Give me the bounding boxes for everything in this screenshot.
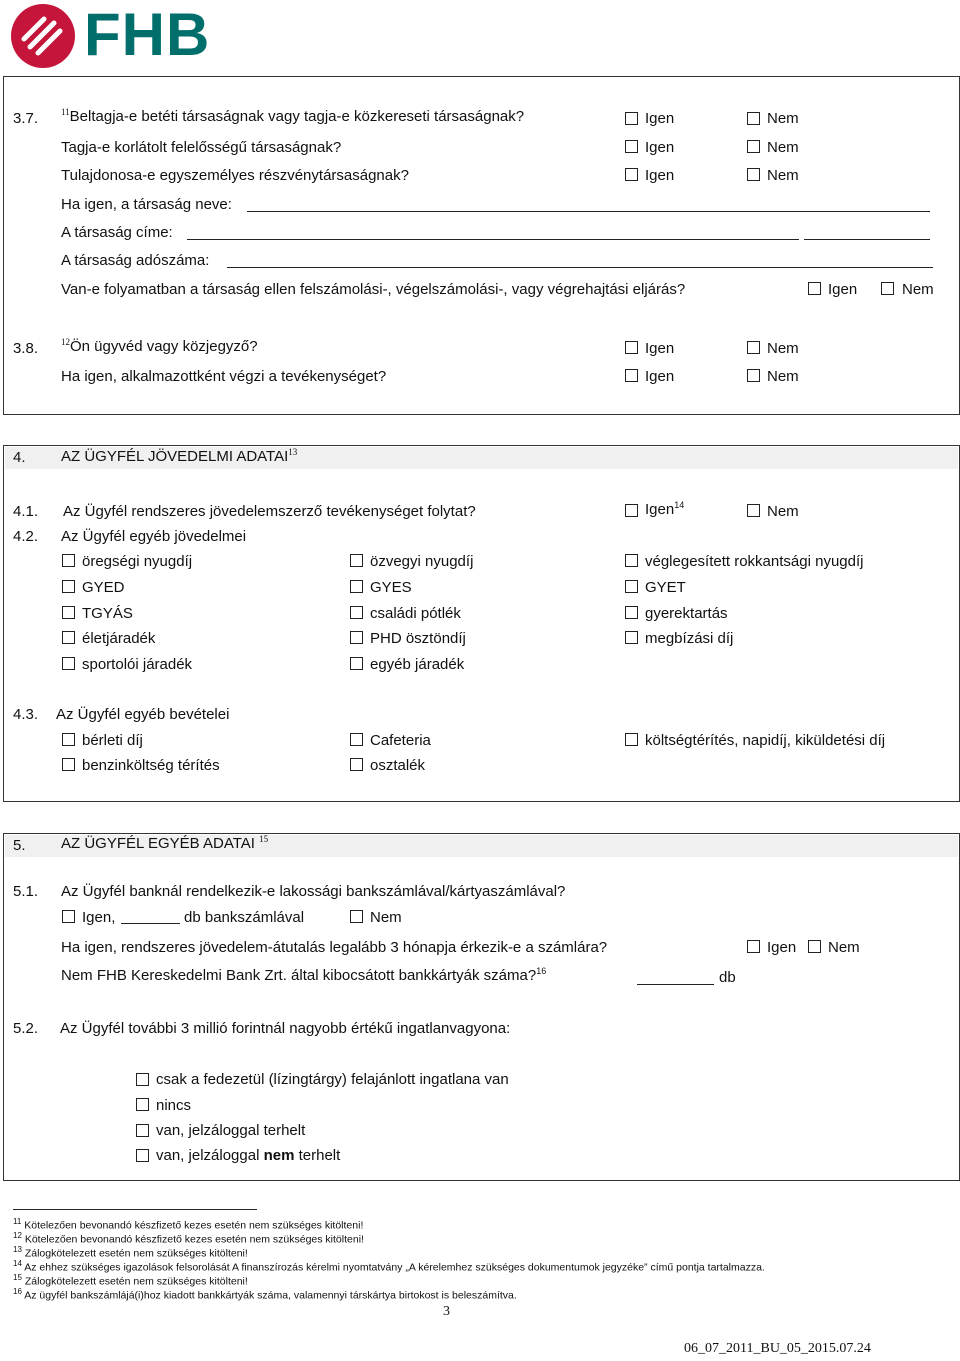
logo-text: FHB <box>84 1 211 68</box>
q37-1 <box>61 107 524 125</box>
footnote-number: 13 <box>13 1245 22 1254</box>
income-checkbox[interactable] <box>62 631 75 644</box>
document-code: 06_07_2011_BU_05_2015.07.24 <box>684 1341 871 1356</box>
q41-text: Az Ügyfél rendszeres jövedelemszerző tevékenységet folytat? <box>63 503 476 520</box>
footnote-text: Az ehhez szükséges igazolások felsorolását A finanszírozás kérelmi nyomtatvány „A kérelemhez szükséges dokumentumok jegyzéke” című pontja tartalmazza. <box>24 1261 765 1274</box>
footnote-ref-14: 14 <box>674 500 685 510</box>
income-checkbox[interactable] <box>350 554 363 567</box>
footnote <box>13 1273 248 1288</box>
page-number: 3 <box>443 1304 450 1319</box>
footnote-ref-13: 13 <box>288 447 298 457</box>
q51-yes-checkbox[interactable] <box>62 910 75 923</box>
q38-1 <box>61 337 258 355</box>
property-option-label <box>156 1147 340 1164</box>
footnote-separator <box>13 1209 257 1210</box>
income-label: családi pótlék <box>370 605 461 622</box>
property-option-label: nincs <box>156 1097 192 1114</box>
s5-number: 5. <box>13 837 26 854</box>
income-checkbox[interactable] <box>62 606 75 619</box>
income-label: megbízási díj <box>645 630 734 647</box>
revenue-checkbox[interactable] <box>350 733 363 746</box>
s4-title-text: AZ ÜGYFÉL JÖVEDELMI ADATAI <box>61 448 289 465</box>
q41-yes-checkbox[interactable] <box>625 504 638 517</box>
q38-1-yes-checkbox[interactable] <box>625 341 638 354</box>
no-label: Nem <box>767 503 799 520</box>
q37-2-no-checkbox[interactable] <box>747 140 760 153</box>
q52-number: 5.2. <box>13 1020 39 1037</box>
q41-no-checkbox[interactable] <box>747 504 760 517</box>
footnote-ref-16: 16 <box>536 966 547 976</box>
footnote <box>13 1217 363 1232</box>
q43-number: 4.3. <box>13 706 39 723</box>
q52-text: Az Ügyfél további 3 millió forintnál nagyobb értékű ingatlanvagyona: <box>60 1020 511 1037</box>
q51b-text: Ha igen, rendszeres jövedelem-átutalás legalább 3 hónapja érkezik-e a számlára? <box>61 939 608 956</box>
s5-title-text: AZ ÜGYFÉL EGYÉB ADATAI <box>61 835 255 852</box>
q42-text: Az Ügyfél egyéb jövedelmei <box>61 528 247 545</box>
income-label: GYES <box>370 579 412 596</box>
revenue-checkbox[interactable] <box>62 758 75 771</box>
q37-4: Van-e folyamatban a társaság ellen felszámolási-, végelszámolási-, vagy végrehajtási eljárás? <box>61 281 686 298</box>
income-label: GYED <box>82 579 125 596</box>
income-checkbox[interactable] <box>625 606 638 619</box>
company-name-label: Ha igen, a társaság neve: <box>61 196 232 213</box>
q51c-text: Nem FHB Kereskedelmi Bank Zrt. által kibocsátott bankkártyák száma? <box>61 967 537 984</box>
income-label: öregségi nyugdíj <box>82 553 193 570</box>
property-option-checkbox[interactable] <box>136 1149 149 1162</box>
footnote-ref-11: 11 <box>61 107 70 117</box>
q37-4-yes-checkbox[interactable] <box>808 282 821 295</box>
property-option-checkbox[interactable] <box>136 1073 149 1086</box>
footnote-number: 11 <box>13 1217 22 1226</box>
q42-number: 4.2. <box>13 528 39 545</box>
q51c <box>61 966 546 984</box>
income-label: PHD ösztöndíj <box>370 630 466 647</box>
logo-mark-icon <box>10 3 78 69</box>
footnote-text: Zálogkötelezett esetén nem szükséges kitölteni! <box>24 1247 248 1260</box>
q41-number: 4.1. <box>13 503 39 520</box>
yes-label: Igen <box>828 281 858 298</box>
footnote-number: 14 <box>13 1259 22 1268</box>
yes-label: Igen <box>645 110 675 127</box>
footnote-text: Az ügyfél bankszámlájá(i)hoz kiadott bankkártyák száma, valamennyi társkártya birtokost is beleszámítva. <box>24 1289 517 1302</box>
property-option-label: csak a fedezetül (lízingtárgy) felajánlott ingatlana van <box>156 1071 509 1088</box>
revenue-label: bérleti díj <box>82 732 143 749</box>
footnote-number: 15 <box>13 1273 22 1282</box>
card-count-unit: db <box>719 969 736 986</box>
income-checkbox[interactable] <box>625 580 638 593</box>
footnote-text: Kötelezően bevonandó készfizető kezes esetén nem szükséges kitölteni! <box>24 1233 364 1246</box>
q51-number: 5.1. <box>13 883 39 900</box>
property-option-checkbox[interactable] <box>136 1098 149 1111</box>
revenue-checkbox[interactable] <box>62 733 75 746</box>
no-label: Nem <box>828 939 860 956</box>
company-name-field[interactable] <box>247 211 930 212</box>
footnote <box>13 1231 364 1246</box>
income-checkbox[interactable] <box>350 657 363 670</box>
q51b-no-checkbox[interactable] <box>808 940 821 953</box>
revenue-checkbox[interactable] <box>625 733 638 746</box>
income-checkbox[interactable] <box>62 657 75 670</box>
q37-1-yes-checkbox[interactable] <box>625 112 638 125</box>
income-checkbox[interactable] <box>350 606 363 619</box>
account-count-field[interactable] <box>121 923 180 924</box>
company-address-field[interactable] <box>187 239 799 240</box>
property-option-checkbox[interactable] <box>136 1124 149 1137</box>
footnote-text: Zálogkötelezett esetén nem szükséges kitölteni! <box>24 1275 248 1288</box>
opt4-part-b: nem <box>263 1147 295 1164</box>
q38-number: 3.8. <box>13 340 39 357</box>
income-label: egyéb járadék <box>370 656 465 673</box>
s4-number: 4. <box>13 449 26 466</box>
company-tax-field[interactable] <box>227 267 933 268</box>
footnote <box>13 1245 248 1260</box>
yes-label: Igen <box>767 939 797 956</box>
q51-text: Az Ügyfél banknál rendelkezik-e lakossági bankszámlával/kártyaszámlával? <box>61 883 566 900</box>
q37-number: 3.7. <box>13 110 39 127</box>
section-3-box <box>3 76 960 415</box>
income-label: életjáradék <box>82 630 156 647</box>
footnote-text: Kötelezően bevonandó készfizető kezes esetén nem szükséges kitölteni! <box>24 1219 364 1232</box>
q37-4-no-checkbox[interactable] <box>881 282 894 295</box>
income-label: sportolói járadék <box>82 656 193 673</box>
no-label: Nem <box>767 139 799 156</box>
no-label: Nem <box>767 340 799 357</box>
opt4-part-a: van, jelzáloggal <box>156 1147 260 1164</box>
revenue-label: Cafeteria <box>370 732 431 749</box>
footnote-ref-12: 12 <box>61 337 70 347</box>
q51-yes-label: Igen, <box>82 909 116 926</box>
q37-2-yes-checkbox[interactable] <box>625 140 638 153</box>
q37-3-no-checkbox[interactable] <box>747 168 760 181</box>
income-label: gyerektartás <box>645 605 728 622</box>
no-label: Nem <box>370 909 402 926</box>
q41-yes <box>645 500 684 518</box>
q51-no-checkbox[interactable] <box>350 910 363 923</box>
q37-1-text: Beltagja-e betéti társaságnak vagy tagja-e közkereseti társaságnak? <box>69 108 525 125</box>
footnote-number: 16 <box>13 1287 22 1296</box>
yes-label: Igen <box>645 139 675 156</box>
opt4-part-c: terhelt <box>298 1147 341 1164</box>
q37-1-no-checkbox[interactable] <box>747 112 760 125</box>
footnote-number: 12 <box>13 1231 22 1240</box>
income-label: véglegesített rokkantsági nyugdíj <box>645 553 864 570</box>
footnote <box>13 1259 765 1274</box>
company-tax-label: A társaság adószáma: <box>61 252 210 269</box>
no-label: Nem <box>767 167 799 184</box>
footnote-ref-15: 15 <box>259 834 269 844</box>
income-checkbox[interactable] <box>625 554 638 567</box>
income-checkbox[interactable] <box>62 580 75 593</box>
revenue-label: benzinköltség térítés <box>82 757 220 774</box>
income-label: GYET <box>645 579 686 596</box>
q38-1-no-checkbox[interactable] <box>747 341 760 354</box>
revenue-label: költségtérítés, napidíj, kiküldetési díj <box>645 732 886 749</box>
q38-2-yes-checkbox[interactable] <box>625 369 638 382</box>
revenue-label: osztalék <box>370 757 426 774</box>
q37-2: Tagja-e korlátolt felelősségű társaságnak? <box>61 139 342 156</box>
no-label: Nem <box>767 368 799 385</box>
no-label: Nem <box>902 281 934 298</box>
footnote <box>13 1287 517 1302</box>
yes-label: Igen <box>645 340 675 357</box>
q38-2: Ha igen, alkalmazottként végzi a tevékenységet? <box>61 368 387 385</box>
s4-title <box>61 447 297 465</box>
account-count-label: db bankszámlával <box>184 909 305 926</box>
no-label: Nem <box>767 110 799 127</box>
q38-1-text: Ön ügyvéd vagy közjegyző? <box>70 338 258 355</box>
yes-label: Igen <box>645 501 675 518</box>
yes-label: Igen <box>645 368 675 385</box>
q43-text: Az Ügyfél egyéb bevételei <box>56 706 230 723</box>
company-address-label: A társaság címe: <box>61 224 173 241</box>
income-label: özvegyi nyugdíj <box>370 553 474 570</box>
s5-title <box>61 834 268 852</box>
income-checkbox[interactable] <box>350 631 363 644</box>
yes-label: Igen <box>645 167 675 184</box>
company-address-field-2[interactable] <box>804 239 930 240</box>
revenue-checkbox[interactable] <box>350 758 363 771</box>
income-checkbox[interactable] <box>625 631 638 644</box>
q38-2-no-checkbox[interactable] <box>747 369 760 382</box>
property-option-label: van, jelzáloggal terhelt <box>156 1122 306 1139</box>
income-checkbox[interactable] <box>62 554 75 567</box>
q37-3: Tulajdonosa-e egyszemélyes részvénytársaságnak? <box>61 167 409 184</box>
income-label: TGYÁS <box>82 605 133 622</box>
income-checkbox[interactable] <box>350 580 363 593</box>
q51b-yes-checkbox[interactable] <box>747 940 760 953</box>
q37-3-yes-checkbox[interactable] <box>625 168 638 181</box>
card-count-field[interactable] <box>637 984 714 985</box>
